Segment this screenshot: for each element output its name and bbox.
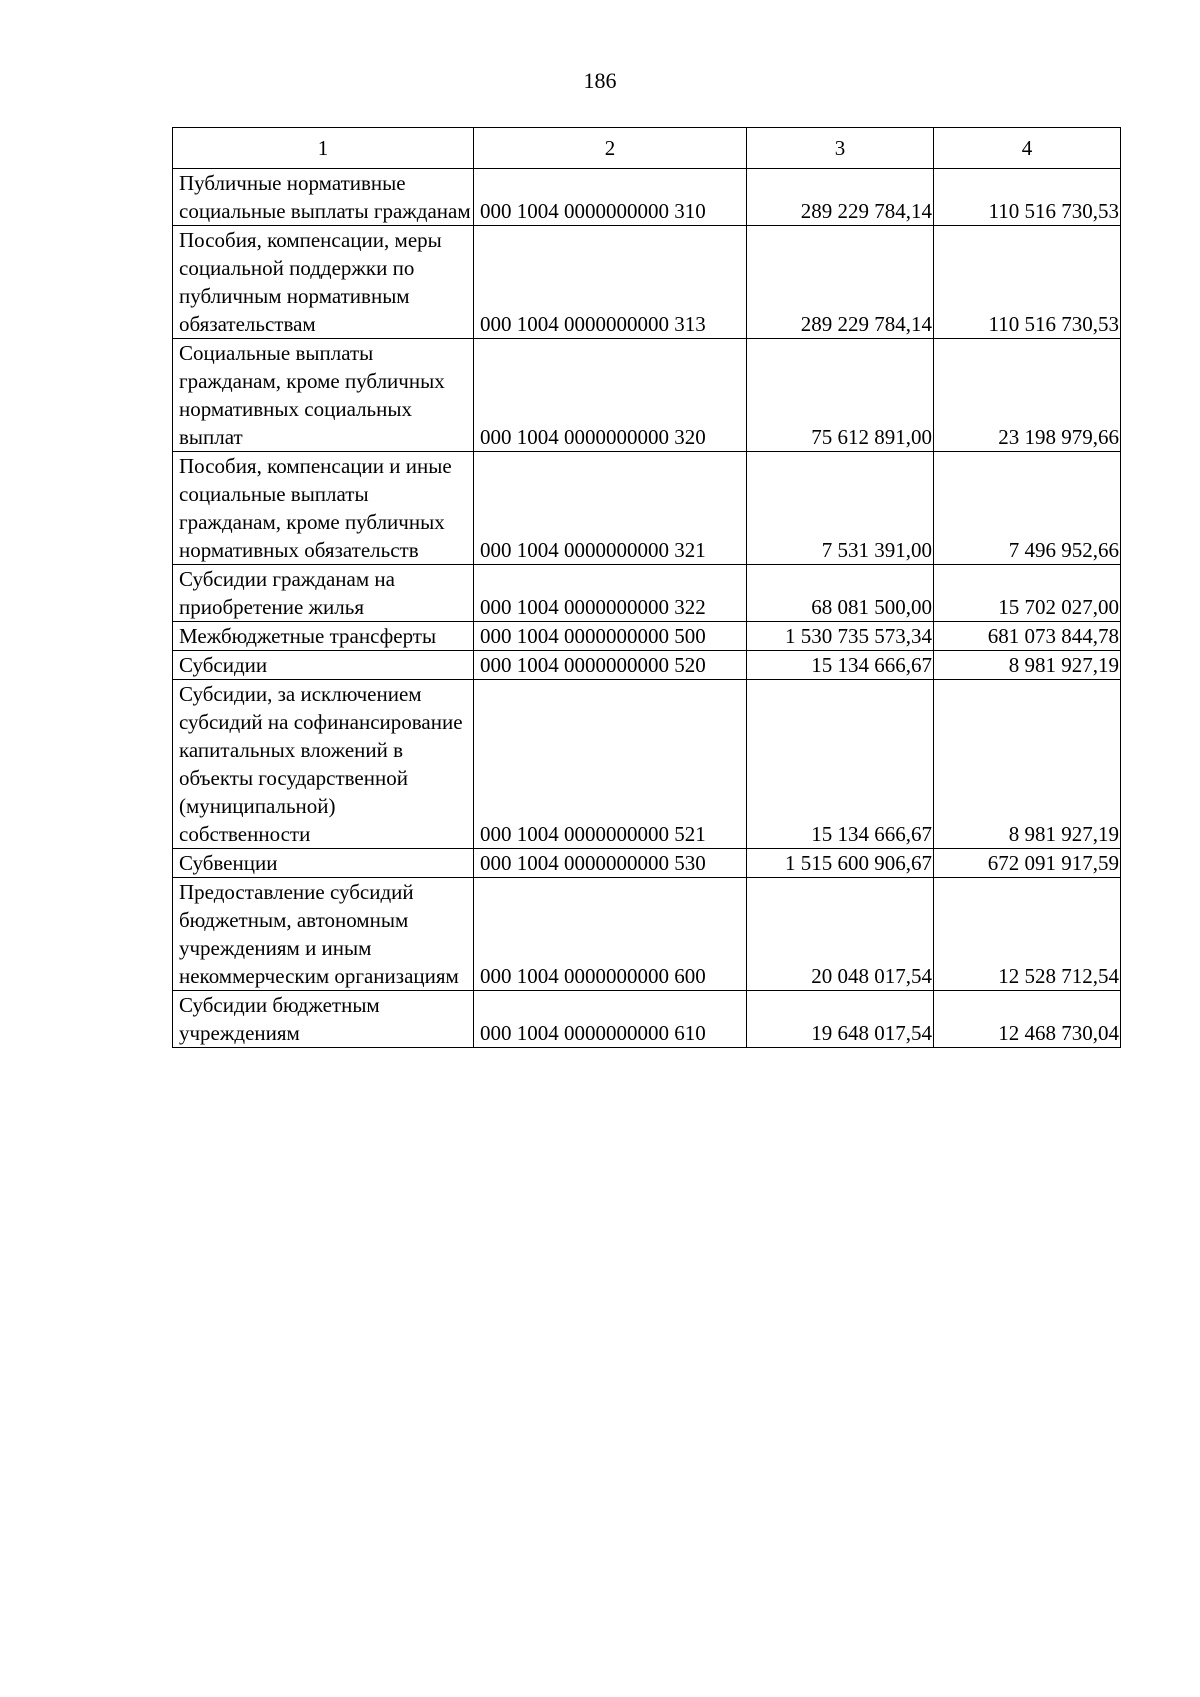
row-name-cell: Предоставление субсидий бюджетным, автономным учреждениям и иным некоммерческим организациям xyxy=(173,878,474,991)
column-header-2: 2 xyxy=(474,128,747,169)
page-number: 186 xyxy=(583,68,617,93)
table-header-row xyxy=(173,128,1121,169)
row-name-cell: Субсидии гражданам на приобретение жилья xyxy=(173,565,474,622)
table-row xyxy=(173,849,1121,878)
row-name-cell: Пособия, компенсации и иные социальные выплаты гражданам, кроме публичных нормативных обязательств xyxy=(173,452,474,565)
row-value-col3: 1 515 600 906,67 xyxy=(747,849,934,878)
table-row xyxy=(173,226,1121,339)
row-name-cell: Субвенции xyxy=(173,849,474,878)
row-value-col3: 15 134 666,67 xyxy=(747,680,934,849)
row-value-col4: 7 496 952,66 xyxy=(934,452,1121,565)
table-row xyxy=(173,680,1121,849)
row-value-col3: 7 531 391,00 xyxy=(747,452,934,565)
table-row xyxy=(173,622,1121,651)
row-value-col3: 289 229 784,14 xyxy=(747,169,934,226)
budget-table xyxy=(172,127,1121,1048)
row-code-cell: 000 1004 0000000000 313 xyxy=(474,226,747,339)
row-value-col3: 15 134 666,67 xyxy=(747,651,934,680)
row-value-col4: 12 468 730,04 xyxy=(934,991,1121,1048)
table-row xyxy=(173,878,1121,991)
row-value-col3: 75 612 891,00 xyxy=(747,339,934,452)
table-row xyxy=(173,169,1121,226)
row-code-cell: 000 1004 0000000000 520 xyxy=(474,651,747,680)
row-code-cell: 000 1004 0000000000 310 xyxy=(474,169,747,226)
table-row xyxy=(173,452,1121,565)
row-value-col3: 19 648 017,54 xyxy=(747,991,934,1048)
row-code-cell: 000 1004 0000000000 610 xyxy=(474,991,747,1048)
row-value-col4: 8 981 927,19 xyxy=(934,680,1121,849)
row-name-cell: Межбюджетные трансферты xyxy=(173,622,474,651)
row-value-col3: 68 081 500,00 xyxy=(747,565,934,622)
row-code-cell: 000 1004 0000000000 600 xyxy=(474,878,747,991)
row-value-col4: 110 516 730,53 xyxy=(934,226,1121,339)
row-code-cell: 000 1004 0000000000 320 xyxy=(474,339,747,452)
table-row xyxy=(173,339,1121,452)
row-name-cell: Субсидии, за исключением субсидий на софинансирование капитальных вложений в объекты государственной (муниципальной) собственности xyxy=(173,680,474,849)
row-value-col4: 110 516 730,53 xyxy=(934,169,1121,226)
row-name-cell: Субсидии xyxy=(173,651,474,680)
row-value-col4: 15 702 027,00 xyxy=(934,565,1121,622)
table-row xyxy=(173,651,1121,680)
row-code-cell: 000 1004 0000000000 321 xyxy=(474,452,747,565)
row-value-col4: 681 073 844,78 xyxy=(934,622,1121,651)
row-value-col4: 8 981 927,19 xyxy=(934,651,1121,680)
row-value-col3: 1 530 735 573,34 xyxy=(747,622,934,651)
column-header-3: 3 xyxy=(747,128,934,169)
row-value-col4: 12 528 712,54 xyxy=(934,878,1121,991)
row-code-cell: 000 1004 0000000000 322 xyxy=(474,565,747,622)
row-value-col4: 672 091 917,59 xyxy=(934,849,1121,878)
table-row xyxy=(173,991,1121,1048)
row-value-col4: 23 198 979,66 xyxy=(934,339,1121,452)
table-row xyxy=(173,565,1121,622)
row-code-cell: 000 1004 0000000000 500 xyxy=(474,622,747,651)
column-header-1: 1 xyxy=(173,128,474,169)
row-name-cell: Публичные нормативные социальные выплаты гражданам xyxy=(173,169,474,226)
row-name-cell: Субсидии бюджетным учреждениям xyxy=(173,991,474,1048)
row-name-cell: Социальные выплаты гражданам, кроме публичных нормативных социальных выплат xyxy=(173,339,474,452)
row-code-cell: 000 1004 0000000000 521 xyxy=(474,680,747,849)
row-code-cell: 000 1004 0000000000 530 xyxy=(474,849,747,878)
row-value-col3: 20 048 017,54 xyxy=(747,878,934,991)
row-value-col3: 289 229 784,14 xyxy=(747,226,934,339)
row-name-cell: Пособия, компенсации, меры социальной поддержки по публичным нормативным обязательствам xyxy=(173,226,474,339)
column-header-4: 4 xyxy=(934,128,1121,169)
